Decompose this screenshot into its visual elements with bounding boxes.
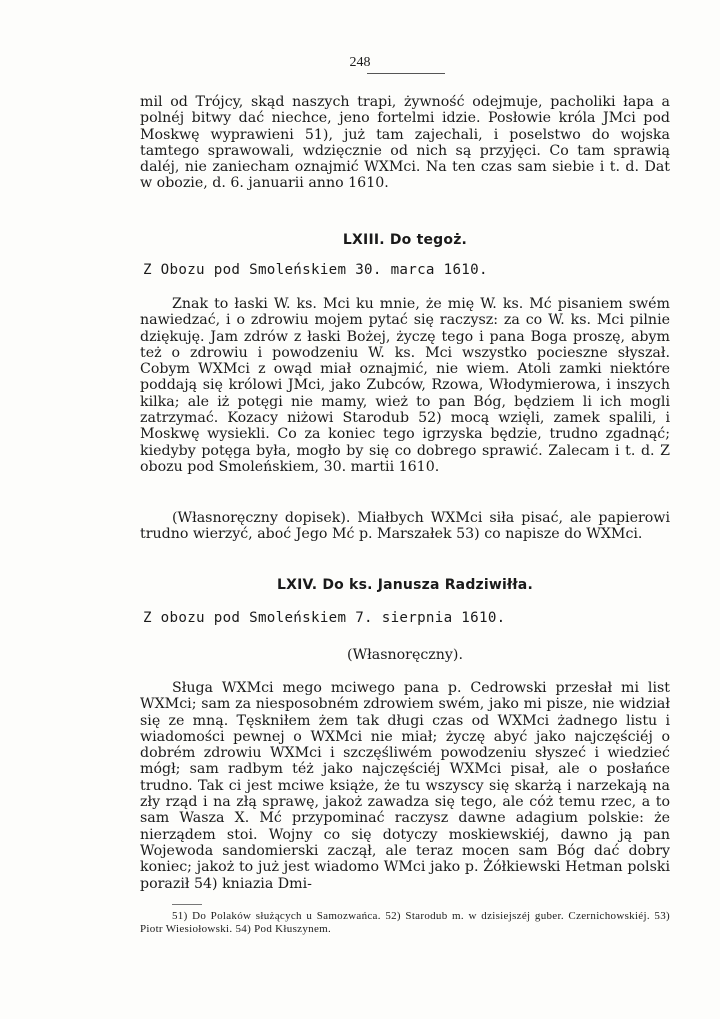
page-number: 248 xyxy=(349,55,371,70)
letter-64-dateline: Z obozu pod Smoleńskiem 7. sierpnia 1610. xyxy=(143,610,506,626)
letter-64-body: Sługa WXMci mego mciwego pana p. Cedrowski przesłał mi list WXMci; sam za niesposobném zdrowiem swém, jako mi pisze, nie widział się ze mną. Tęskniłem żem tak długi czas od WXMci żadnego listu i wiadomości pewnej o WXMci nie miał; życzę abyć jako najczęściéj o dobrém zdrowiu WXMci i szczęśliwém powodzeniu słyszeć i wiedzieć mógł; sam radbym téż jako najczęściéj WXMci pisał, ale o posłańce trudno. Tak ci jest mciwe książe, że tu wszyscy się skarżą i narzekają na zły rząd i na złą sprawę, jakoż zawadza się tego, ale cóż temu rzec, a to sam Wasza X. Mć przypominać raczysz dawne adagium polskie: że nierządem stoi. Wojny co się dotyczy moskiewskiéj, dawno ją pan Wojewoda sandomierski zaczął, ale teraz mocen sam Bóg dać dobry koniec; jakoż to już jest wiadomo WMci jako p. Żółkiewski Hetman polski poraził 54) kniazia Dmi- xyxy=(140,680,670,892)
intro-paragraph: mil od Trójcy, skąd naszych trapi, żywność odejmuje, pacholiki łapa a polnéj bitwy dać niechce, jeno fortelmi idzie. Posłowie króla JMci pod Moskwę wyprawieni 51), już tam zajechali, i poselstwo do wojska tamtego sprawowali, wdzięcznie od nich są przyjęci. Co tam sprawią daléj, nie zaniecham oznajmić WXMci. Na ten czas sam siebie i t. d. Dat w obozie, d. 6. januarii anno 1610. xyxy=(140,94,670,192)
letter-63-text-block xyxy=(140,296,670,475)
intro-text-block xyxy=(140,94,670,192)
letter-63-dateline: Z Obozu pod Smoleńskiem 30. marca 1610. xyxy=(143,262,488,278)
page-number-rule xyxy=(367,73,445,74)
footnotes-text: 51) Do Polaków służących u Samozwańca. 52) Starodub m. w dzisiejszéj guber. Czernichowskiéj. 53) Piotr Wiesiołowski. 54) Pod Kłuszynem. xyxy=(140,910,670,935)
letter-64-note: (Własnoręczny). xyxy=(347,647,463,663)
letter-64-text-block xyxy=(140,680,670,892)
letter-63-postscript: (Własnoręczny dopisek). Miałbych WXMci siła pisać, ale papierowi trudno wierzyć, aboć Jego Mć p. Marszałek 53) co napisze do WXMci. xyxy=(140,510,670,543)
letter-63-postscript-block xyxy=(140,510,670,543)
letter-64-heading: LXIV. Do ks. Janusza Radziwiłła. xyxy=(277,577,533,593)
letter-63-heading: LXIII. Do tegoż. xyxy=(342,232,468,248)
letter-63-body: Znak to łaski W. ks. Mci ku mnie, że mię W. ks. Mć pisaniem swém nawiedzać, i o zdrowiu mojem pytać się raczysz: za co W. ks. Mci pilnie dziękuję. Jam zdrów z łaski Bożej, życzę tego i pana Boga proszę, abym też o zdrowiu i powodzeniu W. ks. Mci wszystko pocieszne słyszał. Cobym WXMci z owąd miał oznajmić, nie wiem. Atoli zamki niektóre poddają się królowi JMci, jako Zubców, Rzowa, Włodymierowa, i inszych kilka; ale iż potęgi nie mamy, wież to pan Bóg, będziem li ich mogli zatrzymać. Kozacy niżowi Starodub 52) mocą wzięli, zamek spalili, i Moskwę wysiekli. Co za koniec tego igrzyska będzie, trudno zgadnąć; kiedyby potęga była, mogło by się co dobrego sprawić. Zalecam i t. d. Z obozu pod Smoleńskiem, 30. martii 1610. xyxy=(140,296,670,475)
footnotes-block xyxy=(140,910,670,936)
footnote-rule xyxy=(172,904,202,905)
